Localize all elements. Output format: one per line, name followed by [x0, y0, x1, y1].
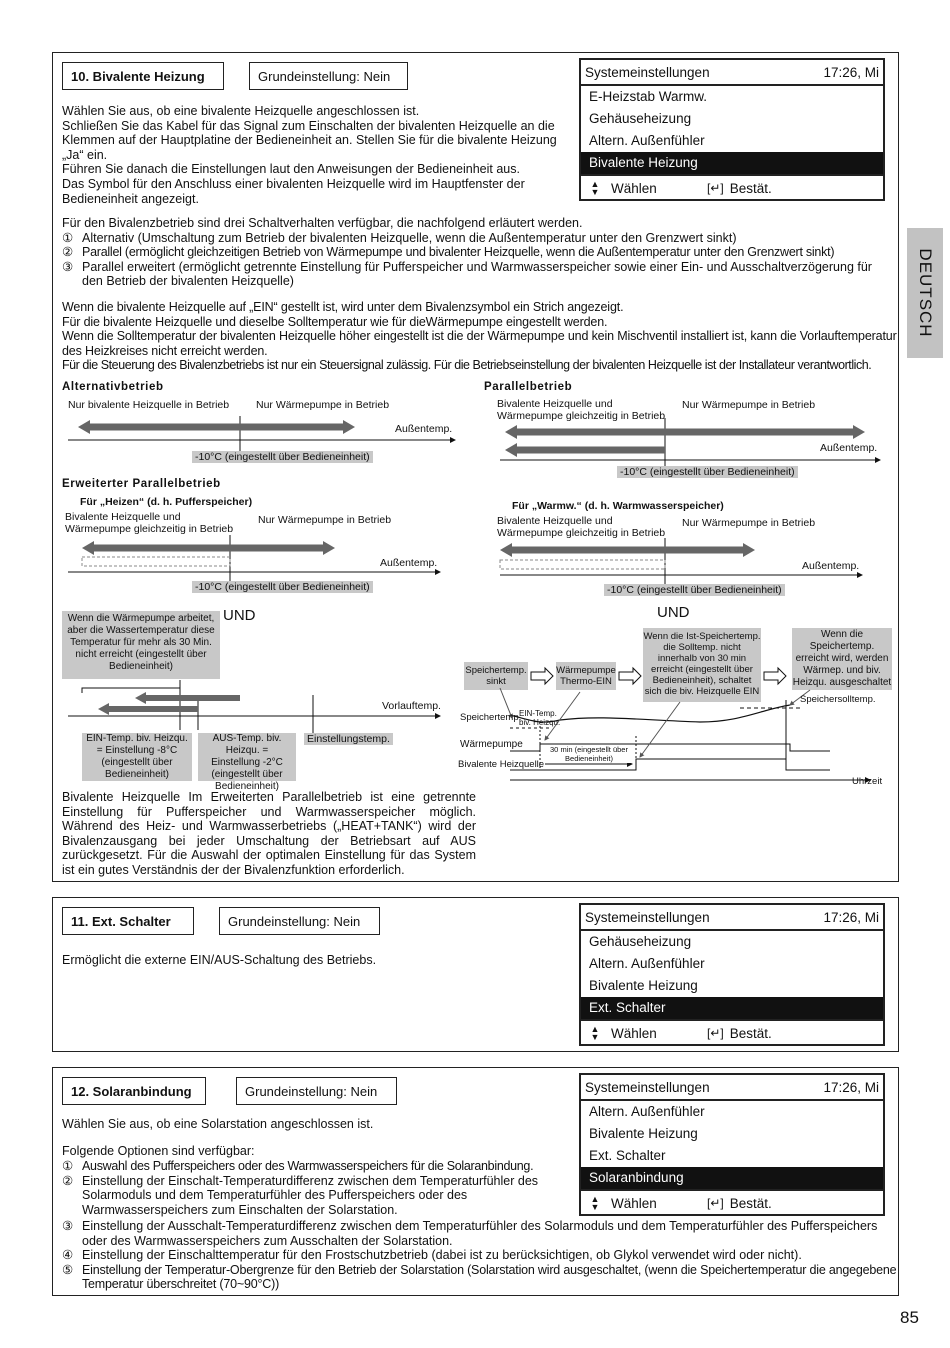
outside-temp-label: Außentemp. — [820, 442, 878, 454]
par-left-label: Bivalente Heizquelle und Wärmepumpe gleichzeitig in Betrieb — [65, 511, 234, 535]
paragraph: Wählen Sie aus, ob eine bivalente Heizquelle angeschlossen ist. — [62, 104, 420, 118]
par-right-label: Nur Wärmepumpe in Betrieb — [258, 514, 392, 526]
alt-title: Alternativbetrieb — [62, 381, 164, 393]
paragraph: Für die Steuerung des Bivalenzbetriebs ist nur ein Steuersignal zulässig. Für die Betriebseinstellung der bivalenten Heizquelle ist der Installateur verantwortlich. — [62, 358, 872, 373]
not-reached-box: Wenn die Ist-Speichertemp. die Solltemp. nicht innerhalb von 30 min erreicht (eingestellt über Bedieneinheit), schaltet sich die biv. Heizquelle EIN — [643, 631, 761, 697]
list-text: Einstellung der Temperatur-Obergrenze für den Betrieb der Solarstation (Solarstation wird ausgeschaltet, (wenn die Speichertemperatur die angegebene Temperatur überschreitet (70~90°C)) — [82, 1262, 897, 1292]
confirm-label: Bestät. — [729, 1025, 772, 1041]
menu-time: 17:26, Mi — [823, 64, 879, 80]
setpoint-label: -10°C (eingestellt über Bedieneinheit) — [192, 451, 373, 463]
list-text: Einstellung der Einschalt-Temperaturdifferenz zwischen dem Temperaturfühler des Solarmoduls und dem Temperaturfühler des Pufferspeichers oder des Warmwasserspeichers zum Einschalten der Solarstation. — [82, 1173, 539, 1217]
select-label: Wählen — [611, 180, 657, 196]
storage-drop-box: Speichertemp. sinkt — [465, 665, 527, 687]
solar-options-a — [62, 1159, 572, 1217]
closing-text: Bivalente Heizquelle Im Erweiterten Parallelbetrieb ist eine getrennte Einstellung für Pufferspeicher und Warmwasserspeicher möglich. Während des Heiz- und Warmwasserbetriebs („HEAT+TANK“) wird der Bivalenzausgang bei jeder Umschaltung der Betriebsart auf AUS zurückgesetzt. Für die Auswahl der optimalen Einstellung für das System ist ein gutes Verständnis der der Bivalenzfunktion erforderlich. — [62, 790, 476, 877]
menu-item[interactable]: Altern. Außenfühler — [589, 956, 705, 971]
solar-intro: Wählen Sie aus, ob eine Solarstation angeschlossen ist. — [62, 1117, 374, 1131]
storage-temp-label: Speichertemp. — [460, 712, 522, 723]
list-text: Einstellung der Ausschalt-Temperaturdifferenz zwischen dem Temperaturfühler des Solarmoduls und dem Temperaturfühler des Pufferspeichers oder des Warmwasserspeichers zum Ausschalten der Solarstation. — [82, 1219, 878, 1248]
ext-title: Erweiterter Parallelbetrieb — [62, 478, 221, 490]
menu-time: 17:26, Mi — [823, 909, 879, 925]
paragraph: Das Symbol für den Anschluss einer bivalenten Heizquelle wird im Hauptfenster der Bedieneinheit angezeigt. — [62, 176, 525, 206]
confirm-label: Bestät. — [729, 1195, 772, 1211]
outside-temp-label: Außentemp. — [395, 423, 453, 435]
paragraph: Führen Sie danach die Einstellungen laut den Anweisungen der Bedieneinheit aus. — [62, 162, 520, 177]
list-number: ④ — [62, 1248, 74, 1263]
flow-temp-label: Vorlauftemp. — [382, 700, 441, 712]
und-label: UND — [657, 604, 690, 621]
updown-icon: ▲ ▼ — [590, 179, 600, 197]
section-title: 12. Solaranbindung — [62, 1077, 206, 1105]
outside-temp-label: Außentemp. — [802, 560, 860, 572]
par-left-label: Bivalente Heizquelle und Wärmepumpe gleichzeitig in Betrieb — [497, 398, 666, 422]
time-axis-label: Uhrzeit — [852, 776, 883, 787]
thermo-on-box: Wärmepumpe Thermo-EIN — [556, 665, 616, 687]
alt-left-label: Nur bivalente Heizquelle in Betrieb — [68, 399, 230, 411]
off-temp-label: AUS-Temp. biv. Heizqu. = Einstellung -2°C (eingestellt über Bedieneinheit) — [198, 733, 296, 781]
list-text: Auswahl des Pufferspeichers oder des Warmwasserspeichers für die Solaranbindung. — [82, 1159, 534, 1173]
ext-switch-text: Ermöglicht die externe EIN/AUS-Schaltung des Betriebs. — [62, 953, 377, 967]
list-text: Einstellung der Einschalttemperatur für den Frostschutzbetrieb (dabei ist zu berücksichtigen, ob Glykol verwendet wird oder nicht). — [82, 1248, 802, 1263]
list-number: ③ — [62, 259, 74, 274]
menu-title: Systemeinstellungen — [585, 909, 710, 925]
list-number: ⑤ — [62, 1262, 74, 1277]
menu-item[interactable]: Bivalente Heizung — [589, 1126, 698, 1141]
hp-line-label: Wärmepumpe — [460, 739, 523, 750]
hp-note: Wenn die Wärmepumpe arbeitet, aber die Wassertemperatur diese Temperatur für mehr als 30 Min. nicht erreicht (eingestellt über Bedieneinheit) — [62, 611, 220, 679]
heat-subtitle: Für „Heizen“ (d. h. Pufferspeicher) — [80, 496, 253, 508]
on-temp-label: EIN-Temp. biv. Heizqu. = Einstellung -8°C (eingestellt über Bedieneinheit) — [82, 733, 192, 781]
menu-item[interactable]: Gehäuseheizung — [589, 934, 692, 949]
par-title: Parallelbetrieb — [484, 381, 573, 393]
select-label: Wählen — [611, 1025, 657, 1041]
biv-line-label: Bivalente Heizquelle — [458, 759, 545, 770]
list-number: ② — [62, 1173, 74, 1188]
par-left-label: Bivalente Heizquelle und Wärmepumpe gleichzeitig in Betrieb — [497, 515, 666, 539]
reached-box: Wenn die Speichertemp. erreicht wird, werden Wärmep. und biv. Heizqu. ausgeschaltet — [792, 629, 892, 688]
list-number: ② — [62, 245, 74, 260]
updown-icon: ▲ ▼ — [590, 1024, 600, 1042]
30min-label: 30 min (eingestellt über Bedieneinheit) — [546, 745, 632, 763]
enter-icon: [↵] — [707, 1026, 724, 1040]
menu-item[interactable]: Altern. Außenfühler — [589, 133, 705, 148]
solar-options-intro: Folgende Optionen sind verfügbar: — [62, 1144, 255, 1158]
menu-item-selected[interactable]: Ext. Schalter — [581, 997, 883, 1019]
list-number: ① — [62, 230, 74, 245]
section-title: 10. Bivalente Heizung — [62, 62, 224, 90]
list-text: Alternativ (Umschaltung zum Betrieb der bivalenten Heizquelle, wenn die Außentemperatur unter den Grenzwert sinkt) — [82, 230, 737, 245]
page-number: 85 — [900, 1308, 919, 1327]
menu-item[interactable]: E-Heizstab Warmw. — [589, 89, 708, 104]
enter-icon: [↵] — [707, 181, 724, 195]
select-label: Wählen — [611, 1195, 657, 1211]
alt-right-label: Nur Wärmepumpe in Betrieb — [256, 399, 390, 411]
on-temp-small-label: EIN-Temp. biv. Heizqu. — [519, 709, 561, 727]
setpoint-label: -10°C (eingestellt über Bedieneinheit) — [192, 581, 373, 593]
paragraph: Wenn die Solltemperatur der bivalenten Heizquelle höher eingestellt ist die der Wärmepumpe und kein Mischventil installiert ist, kann die Vorlauftemperatur des Heizkreises nicht erreicht werden. — [62, 329, 897, 358]
setpoint-label: -10°C (eingestellt über Bedieneinheit) — [604, 584, 785, 596]
outside-temp-label: Außentemp. — [380, 557, 438, 569]
list-text: Parallel (ermöglicht gleichzeitigen Betrieb von Wärmepumpe und bivalenter Heizquelle, wenn die Außentemperatur unter den Grenzwert sinkt) — [82, 245, 835, 260]
menu-item[interactable]: Altern. Außenfühler — [589, 1104, 705, 1119]
setpoint-label: -10°C (eingestellt über Bedieneinheit) — [617, 466, 798, 478]
enter-icon: [↵] — [707, 1196, 724, 1210]
list-number: ③ — [62, 1219, 74, 1233]
menu-item[interactable]: Gehäuseheizung — [589, 111, 692, 126]
paragraph: Für die bivalente Heizquelle und dieselbe Solltemperatur wie für dieWärmepumpe eingestellt werden. — [62, 314, 608, 329]
menu-time: 17:26, Mi — [823, 1079, 879, 1095]
settings-menu — [579, 1073, 885, 1216]
und-label: UND — [223, 607, 256, 624]
menu-item-selected[interactable]: Bivalente Heizung — [581, 152, 883, 174]
default-setting: Grundeinstellung: Nein — [249, 62, 408, 90]
menu-title: Systemeinstellungen — [585, 1079, 710, 1095]
par-right-label: Nur Wärmepumpe in Betrieb — [682, 517, 816, 529]
section-title: 11. Ext. Schalter — [62, 907, 194, 935]
set-temp-label: Einstellungstemp. — [304, 733, 393, 745]
menu-title: Systemeinstellungen — [585, 64, 710, 80]
list-text: Parallel erweitert (ermöglicht getrennte Einstellung für Pufferspeicher und Warmwasserspeicher sowie einer Ein- und Ausschaltverzögerung für den Betrieb der bivalenten Heizquelle) — [82, 259, 872, 289]
menu-item[interactable]: Ext. Schalter — [589, 1148, 666, 1163]
language-tab-label: DEUTSCH — [916, 248, 935, 338]
paragraph: Für den Bivalenzbetrieb sind drei Schaltverhalten verfügbar, die nachfolgend erläutert werden. — [62, 216, 583, 230]
menu-item-selected[interactable]: Solaranbindung — [581, 1167, 883, 1189]
updown-icon: ▲ ▼ — [590, 1194, 600, 1212]
list-number: ① — [62, 1159, 74, 1173]
paragraph: Schließen Sie das Kabel für das Signal zum Einschalten der bivalenten Heizquelle an die Klemmen auf der Hauptplatine der Bedieneinheit an. Stellen Sie für die bivalente Heizung „Ja“ ein. — [62, 118, 557, 162]
alternative-diagram — [68, 416, 455, 455]
settings-menu — [579, 903, 885, 1046]
solar-options-b — [62, 1219, 898, 1292]
par-right-label: Nur Wärmepumpe in Betrieb — [682, 399, 816, 411]
storage-set-label: Speichersolltemp. — [800, 694, 876, 705]
confirm-label: Bestät. — [729, 180, 772, 196]
default-setting: Grundeinstellung: Nein — [236, 1077, 397, 1105]
paragraph: Wenn die bivalente Heizquelle auf „EIN“ gestellt ist, wird unter dem Bivalenzsymbol ein Strich angezeigt. — [62, 300, 624, 314]
dhw-subtitle: Für „Warmw.“ (d. h. Warmwasserspeicher) — [512, 500, 724, 512]
default-setting: Grundeinstellung: Nein — [219, 907, 380, 935]
menu-item[interactable]: Bivalente Heizung — [589, 978, 698, 993]
